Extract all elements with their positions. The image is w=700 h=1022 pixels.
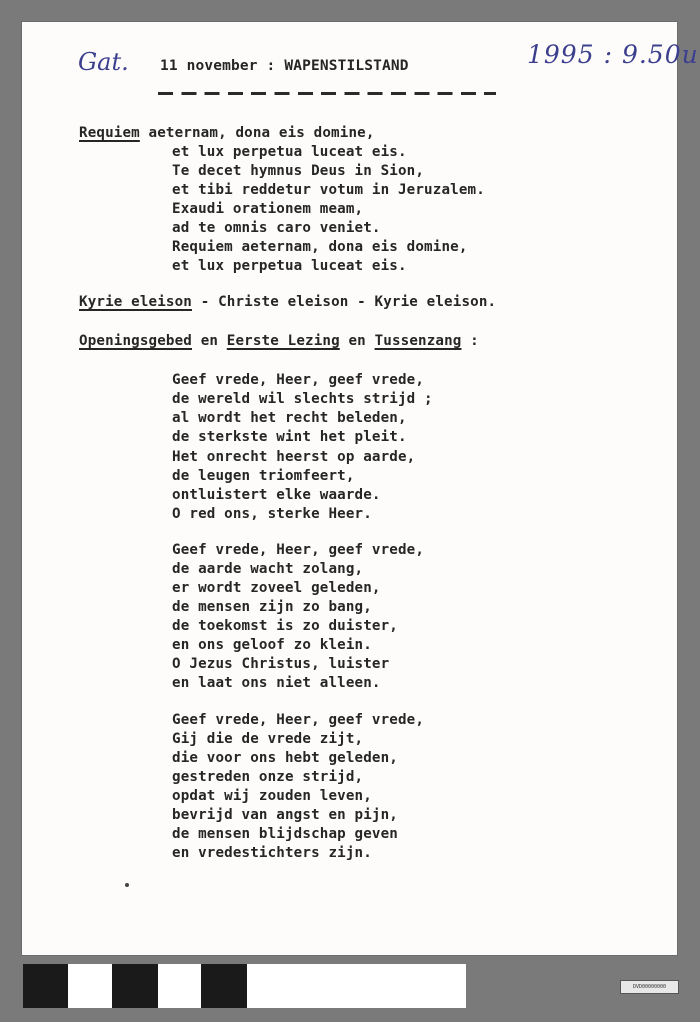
- verse-line: Geef vrede, Heer, geef vrede,: [172, 712, 425, 728]
- requiem-line: ad te omnis caro veniet.: [172, 220, 381, 236]
- requiem-line: Te decet hymnus Deus in Sion,: [172, 163, 425, 179]
- verse-line: de leugen triomfeert,: [172, 468, 355, 484]
- verse-line: en vredestichters zijn.: [172, 845, 372, 861]
- calibration-block-white-wide: [247, 964, 466, 1008]
- requiem-heading: Requiem: [79, 125, 140, 141]
- requiem-line-1: [79, 124, 375, 142]
- kyrie-line: [79, 293, 496, 311]
- requiem-line: et tibi reddetur votum in Jeruzalem.: [172, 182, 485, 198]
- ink-speck: [125, 883, 129, 887]
- tussenzang-heading: Tussenzang: [374, 333, 462, 349]
- calibration-block-white: [68, 964, 112, 1008]
- verse-line: Het onrecht heerst op aarde,: [172, 449, 416, 465]
- title-dashed-rule: [158, 92, 496, 95]
- verse-line: de wereld wil slechts strijd ;: [172, 391, 433, 407]
- handwritten-note-right: 1995 : 9.50u: [527, 40, 699, 69]
- verse-line: de aarde wacht zolang,: [172, 561, 364, 577]
- verse-line: O Jezus Christus, luister: [172, 656, 390, 672]
- verse-line: er wordt zoveel geleden,: [172, 580, 381, 596]
- requiem-line: Exaudi orationem meam,: [172, 201, 364, 217]
- requiem-line: Requiem aeternam, dona eis domine,: [172, 239, 468, 255]
- heading-separator: en: [339, 333, 375, 349]
- verse-line: die voor ons hebt geleden,: [172, 750, 398, 766]
- handwritten-note-left: Gat.: [78, 48, 129, 76]
- requiem-line: et lux perpetua luceat eis.: [172, 144, 407, 160]
- page-title: 11 november : WAPENSTILSTAND: [160, 58, 409, 74]
- verse-line: al wordt het recht beleden,: [172, 410, 407, 426]
- archive-label: DVD00000000: [620, 980, 679, 994]
- eerste-lezing-heading: Eerste Lezing: [226, 333, 340, 349]
- verse-line: Gij die de vrede zijt,: [172, 731, 364, 747]
- verse-line: de sterkste wint het pleit.: [172, 429, 407, 445]
- verse-line: de toekomst is zo duister,: [172, 618, 398, 634]
- calibration-block-black: [23, 964, 68, 1008]
- calibration-block-white: [158, 964, 201, 1008]
- verse-line: de mensen blijdschap geven: [172, 826, 398, 842]
- kyrie-rest: - Christe eleison - Kyrie eleison.: [192, 294, 497, 310]
- verse-line: Geef vrede, Heer, geef vrede,: [172, 372, 425, 388]
- heading-separator: en: [192, 333, 227, 349]
- verse-line: gestreden onze strijd,: [172, 769, 364, 785]
- verse-line: O red ons, sterke Heer.: [172, 506, 372, 522]
- heading-suffix: :: [461, 333, 479, 349]
- verse-line: en ons geloof zo klein.: [172, 637, 372, 653]
- openingsgebed-heading: Openingsgebed: [79, 333, 192, 349]
- calibration-block-black: [112, 964, 158, 1008]
- verse-line: opdat wij zouden leven,: [172, 788, 372, 804]
- kyrie-heading: Kyrie eleison: [79, 294, 192, 310]
- verse-line: en laat ons niet alleen.: [172, 675, 381, 691]
- verse-line: ontluistert elke waarde.: [172, 487, 381, 503]
- verse-line: bevrijd van angst en pijn,: [172, 807, 398, 823]
- calibration-block-black: [201, 964, 247, 1008]
- requiem-line: et lux perpetua luceat eis.: [172, 258, 407, 274]
- verse-line: de mensen zijn zo bang,: [172, 599, 372, 615]
- verse-line: Geef vrede, Heer, geef vrede,: [172, 542, 425, 558]
- requiem-line-1-text: aeternam, dona eis domine,: [139, 125, 375, 141]
- section-heading: [79, 332, 479, 350]
